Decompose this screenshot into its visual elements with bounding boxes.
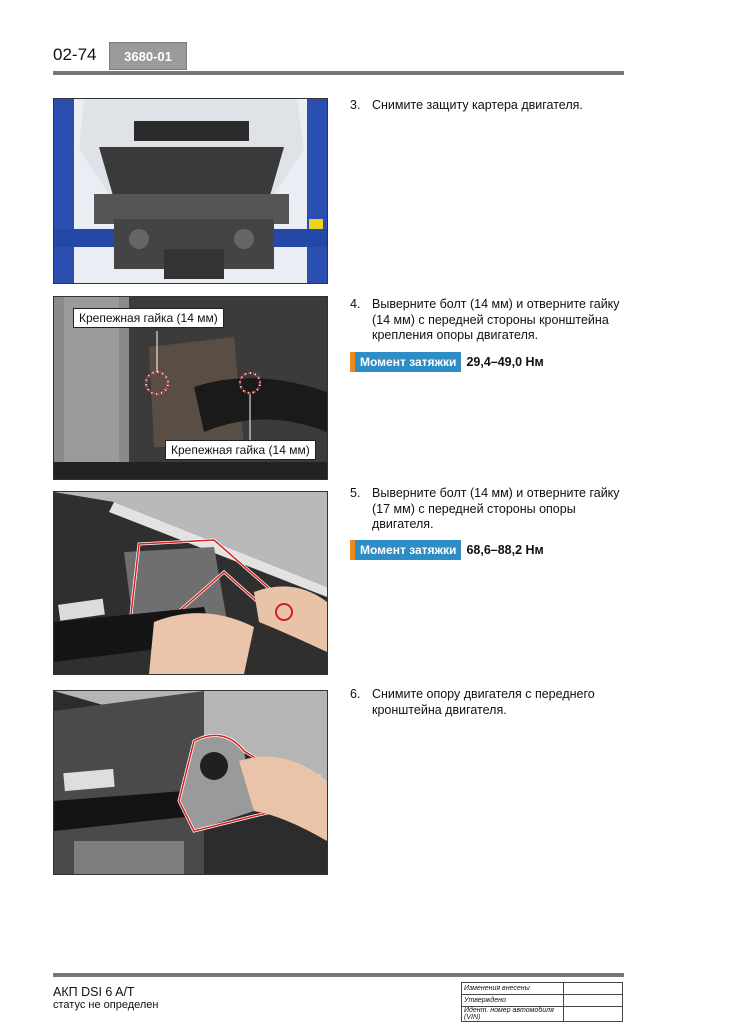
torque-label: Момент затяжки bbox=[355, 540, 461, 560]
photo-wrench-mount bbox=[53, 491, 328, 675]
revision-row bbox=[462, 983, 623, 995]
step-6 bbox=[350, 687, 640, 718]
torque-value: 68,6–88,2 Нм bbox=[466, 543, 544, 557]
footer-status: статус не определен bbox=[53, 999, 159, 1011]
footer-title: АКП DSI 6 A/T bbox=[53, 985, 135, 999]
document-code-badge: 3680-01 bbox=[109, 42, 187, 70]
photo-engine-undercover bbox=[53, 98, 328, 284]
step-3 bbox=[350, 98, 640, 114]
torque-value: 29,4–49,0 Нм bbox=[466, 355, 544, 369]
footer-divider bbox=[53, 973, 624, 977]
callout-nut-top: Крепежная гайка (14 мм) bbox=[73, 308, 224, 328]
revision-table bbox=[461, 982, 623, 1022]
revision-row bbox=[462, 995, 623, 1007]
revision-label: Идент. номер автомобиля (VIN) bbox=[462, 1007, 564, 1022]
step-number: 4. bbox=[350, 297, 361, 311]
step-number: 6. bbox=[350, 687, 361, 701]
step-text: Выверните болт (14 мм) и отверните гайку (14 мм) с передней стороны кронштейна крепления опоры двигателя. bbox=[372, 297, 620, 342]
torque-spec-1 bbox=[350, 352, 544, 372]
page-number: 02-74 bbox=[53, 45, 97, 64]
step-5 bbox=[350, 486, 640, 533]
photo-mount-nuts bbox=[53, 296, 328, 480]
revision-row bbox=[462, 1007, 623, 1022]
step-text: Выверните болт (14 мм) и отверните гайку (17 мм) с передней стороны опоры двигателя. bbox=[372, 486, 620, 531]
photo-remove-mount bbox=[53, 690, 328, 875]
torque-spec-2 bbox=[350, 540, 544, 560]
revision-label: Утверждено bbox=[462, 995, 564, 1007]
step-4 bbox=[350, 297, 640, 344]
revision-label: Изменения внесены bbox=[462, 983, 564, 995]
header-divider bbox=[53, 71, 624, 75]
step-number: 5. bbox=[350, 486, 361, 500]
step-number: 3. bbox=[350, 98, 361, 112]
callout-nut-bottom: Крепежная гайка (14 мм) bbox=[165, 440, 316, 460]
torque-label: Момент затяжки bbox=[355, 352, 461, 372]
step-text: Снимите опору двигателя с переднего кронштейна двигателя. bbox=[372, 687, 595, 717]
step-text: Снимите защиту картера двигателя. bbox=[372, 98, 583, 112]
